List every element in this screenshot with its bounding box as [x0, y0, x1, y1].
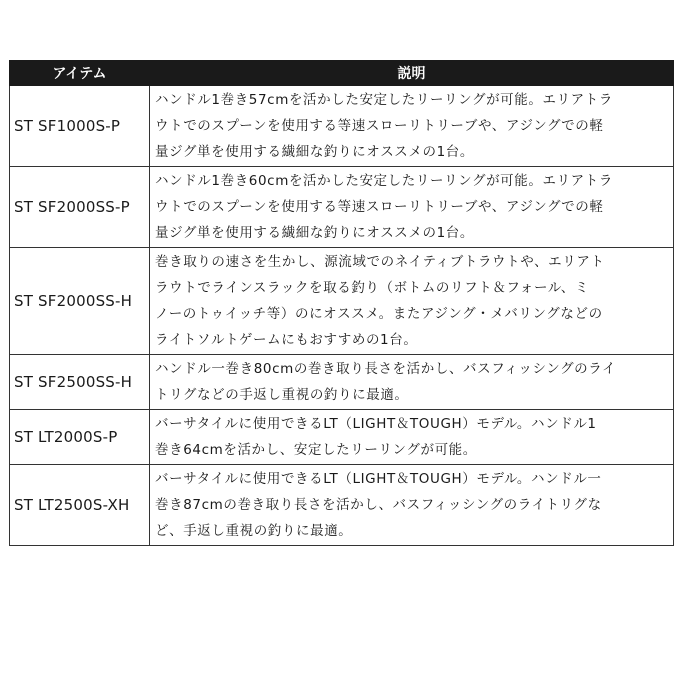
- header-row: [10, 61, 674, 86]
- description-line: 巻き取りの速さを生かし、源流域でのネイティブトラウトや、エリアト: [155, 254, 605, 270]
- item-description: [150, 86, 674, 167]
- item-name: ST SF2500SS-H: [10, 355, 150, 410]
- item-description: [150, 410, 674, 465]
- description-line: ノーのトゥイッチ等）のにオススメ。またアジング・メバリングなどの: [155, 306, 603, 322]
- description-line: ハンドル一巻き80cmの巻き取り長さを活かし、バスフィッシングのライ: [155, 361, 617, 377]
- item-name: ST SF2000SS-H: [10, 248, 150, 355]
- table-row: [10, 86, 674, 167]
- table-row: [10, 248, 674, 355]
- item-name: ST LT2000S-P: [10, 410, 150, 465]
- item-name: ST SF2000SS-P: [10, 167, 150, 248]
- description-line: トリグなどの手返し重視の釣りに最適。: [155, 387, 409, 403]
- item-name: ST SF1000S-P: [10, 86, 150, 167]
- description-line: バーサタイルに使用できるLT（LIGHT＆TOUGH）モデル。ハンドル1: [155, 416, 597, 432]
- header-description: 説明: [150, 61, 674, 86]
- spec-table: [9, 60, 674, 546]
- table-row: [10, 167, 674, 248]
- description-line: ウトでのスプーンを使用する等速スローリトリーブや、アジングでの軽: [155, 199, 604, 215]
- description-line: 量ジグ単を使用する繊細な釣りにオススメの1台。: [155, 225, 474, 241]
- description-line: バーサタイルに使用できるLT（LIGHT＆TOUGH）モデル。ハンドル一: [155, 471, 602, 487]
- description-line: ど、手返し重視の釣りに最適。: [155, 523, 353, 539]
- item-description: [150, 465, 674, 546]
- description-line: ラウトでラインスラックを取る釣り（ボトムのリフト＆フォール、ミ: [155, 280, 589, 296]
- description-line: ウトでのスプーンを使用する等速スローリトリーブや、アジングでの軽: [155, 118, 604, 134]
- description-line: 巻き64cmを活かし、安定したリーリングが可能。: [155, 442, 477, 458]
- item-description: [150, 167, 674, 248]
- header-item: アイテム: [10, 61, 150, 86]
- description-line: ハンドル1巻き60cmを活かした安定したリーリングが可能。エリアトラ: [155, 173, 613, 189]
- table-row: [10, 355, 674, 410]
- description-line: 巻き87cmの巻き取り長さを活かし、バスフィッシングのライトリグな: [155, 497, 602, 513]
- table-row: [10, 410, 674, 465]
- table-row: [10, 465, 674, 546]
- item-description: [150, 355, 674, 410]
- item-name: ST LT2500S-XH: [10, 465, 150, 546]
- item-description: [150, 248, 674, 355]
- description-line: ライトソルトゲームにもおすすめの1台。: [155, 332, 418, 348]
- description-line: 量ジグ単を使用する繊細な釣りにオススメの1台。: [155, 144, 474, 160]
- description-line: ハンドル1巻き57cmを活かした安定したリーリングが可能。エリアトラ: [155, 92, 613, 108]
